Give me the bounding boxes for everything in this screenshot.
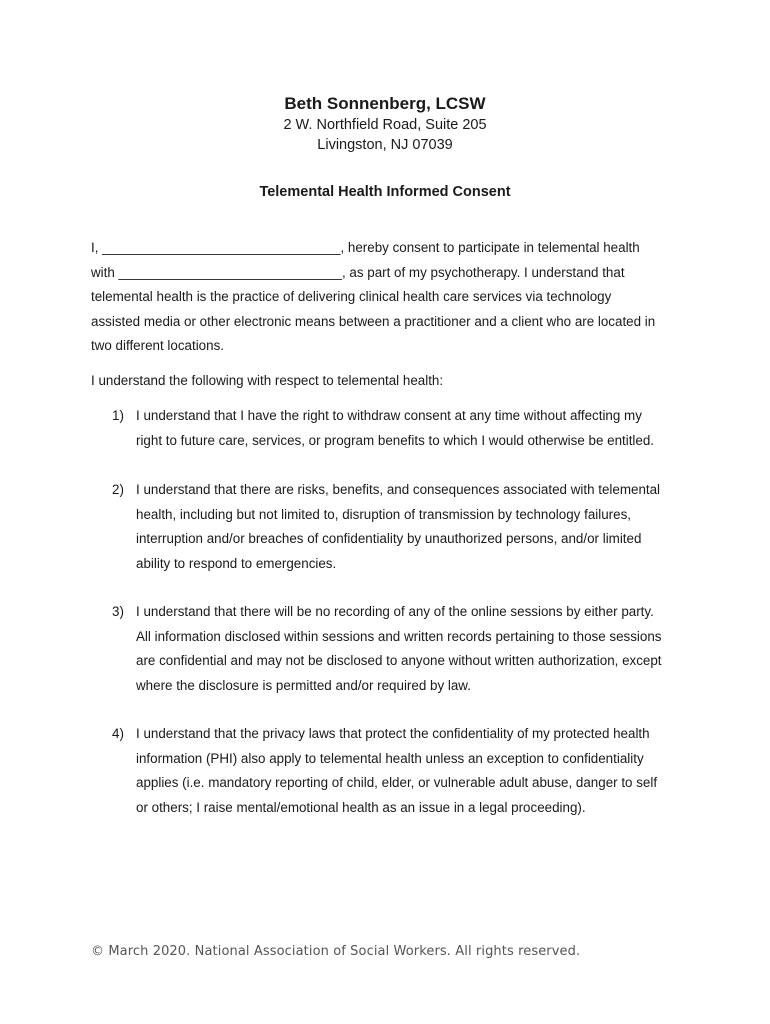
address-line-1: 2 W. Northfield Road, Suite 205 [283, 117, 487, 133]
item-line: health, including but not limited to, disruption of transmission by technology failures, [136, 506, 631, 522]
item-line: right to future care, services, or program benefits to which I would otherwise be entitled. [136, 432, 655, 448]
intro-line: I, ________________________________, hereby consent to participate in telemental health [91, 240, 640, 255]
item-number: 2) [112, 482, 124, 497]
consent-intro-paragraph [91, 236, 691, 359]
copyright-footer: © March 2020. National Association of Social Workers. All rights reserved. [91, 944, 581, 959]
item-line: I understand that the privacy laws that protect the confidentiality of my protected health [136, 726, 650, 741]
item-line: I understand that I have the right to withdraw consent at any time without affecting my [136, 408, 642, 423]
item-line: where the disclosure is permitted and/or required by law. [136, 677, 471, 693]
document-title: Telemental Health Informed Consent [259, 184, 511, 200]
item-number: 1) [112, 408, 124, 423]
intro-line: with ______________________________, as part of my psychotherapy. I understand that [91, 264, 625, 280]
practitioner-name: Beth Sonnenberg, LCSW [284, 94, 486, 113]
address-line-2: Livingston, NJ 07039 [317, 137, 453, 153]
item-number: 3) [112, 604, 124, 619]
item-text [136, 404, 684, 453]
item-line: I understand that there are risks, benefits, and consequences associated with telemental [136, 482, 661, 497]
intro-line: assisted media or other electronic means between a practitioner and a client who are located in [91, 313, 656, 329]
item-line: interruption and/or breaches of confidentiality by unauthorized persons, and/or limited [136, 531, 642, 547]
item-line: ability to respond to emergencies. [136, 555, 337, 571]
item-line: All information disclosed within sessions and written records pertaining to those sessions [136, 628, 662, 644]
item-text [136, 600, 684, 698]
item-text [136, 478, 684, 576]
item-line: applies (i.e. mandatory reporting of child, elder, or vulnerable adult abuse, danger to self [136, 775, 658, 791]
item-line: or others; I raise mental/emotional health as an issue in a legal proceeding). [136, 799, 586, 815]
item-text [136, 722, 684, 820]
item-line: are confidential and may not be disclosed to anyone without written authorization, except [136, 653, 662, 669]
understanding-lead: I understand the following with respect to telemental health: [91, 373, 444, 388]
item-line: I understand that there will be no recording of any of the online sessions by either party. [136, 604, 654, 619]
intro-line: two different locations. [91, 338, 224, 354]
item-line: information (PHI) also apply to telemental health unless an exception to confidentiality [136, 750, 644, 766]
intro-line: telemental health is the practice of delivering clinical health care services via technology [91, 289, 612, 305]
item-number: 4) [112, 726, 124, 741]
